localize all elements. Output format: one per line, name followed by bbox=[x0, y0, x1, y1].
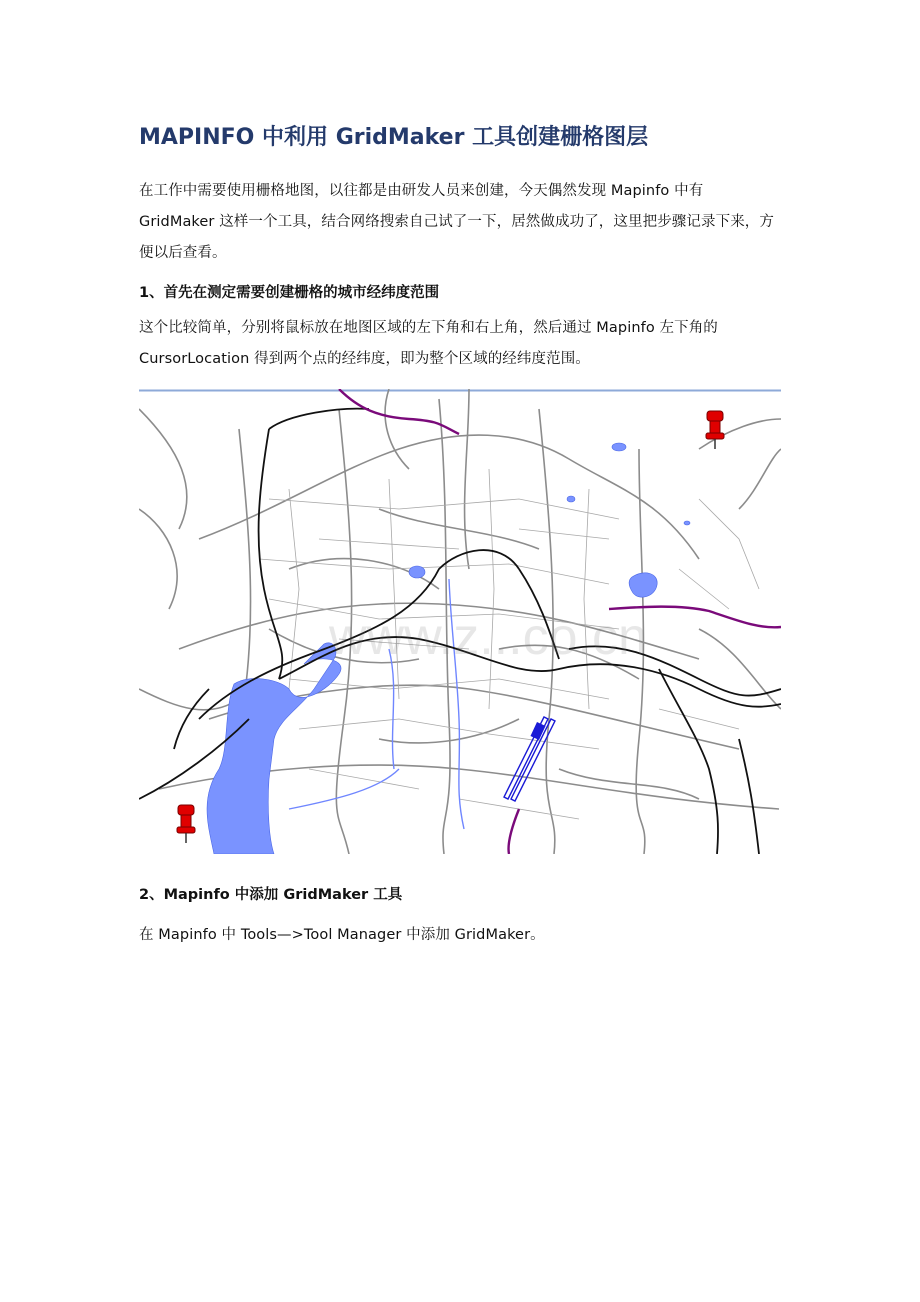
step1-heading: 1、首先在测定需要创建栅格的城市经纬度范围 bbox=[139, 285, 440, 301]
map-watermark: www.z...co.cn bbox=[329, 608, 647, 666]
step2-heading: 2、Mapinfo 中添加 GridMaker 工具 bbox=[139, 887, 403, 903]
city-map-image bbox=[139, 389, 781, 854]
document-title: MAPINFO 中利用 GridMaker 工具创建栅格图层 bbox=[139, 125, 649, 150]
step2-paragraph: 在 Mapinfo 中 Tools—>Tool Manager 中添加 GridMaker。 bbox=[139, 927, 545, 943]
step1-paragraph: 这个比较简单，分别将鼠标放在地图区域的左下角和右上角，然后通过 Mapinfo 左下角的 CursorLocation 得到两个点的经纬度，即为整个区域的经纬度范围。 bbox=[139, 320, 718, 367]
intro-paragraph: 在工作中需要使用栅格地图，以往都是由研发人员来创建，今天偶然发现 Mapinfo 中有 GridMaker 这样一个工具，结合网络搜索自己试了一下，居然做成功了，这里把步骤记录下来，方便以后查看。 bbox=[139, 183, 774, 261]
